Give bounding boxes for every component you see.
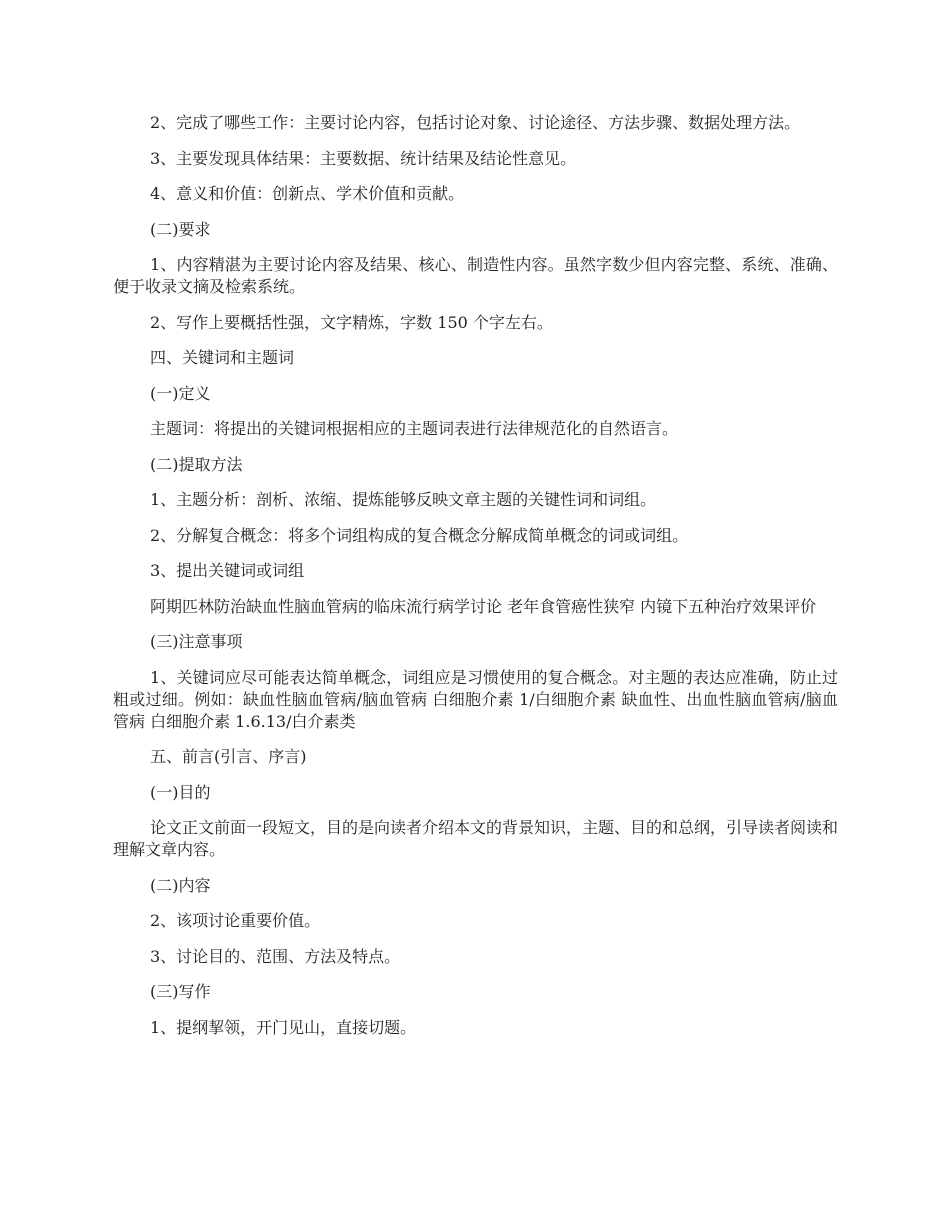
paragraph: 2、该项讨论重要价值。 xyxy=(150,911,321,930)
section-subheading: (二)内容 xyxy=(150,875,211,895)
section-heading: 五、前言(引言、序言) xyxy=(150,747,307,766)
paragraph: 1、主题分析：剖析、浓缩、提炼能够反映文章主题的关键性词和词组。 xyxy=(150,490,657,509)
section-subheading: (二)要求 xyxy=(150,219,211,239)
section-subheading: (一)目的 xyxy=(150,782,211,802)
paragraph: 3、讨论目的、范围、方法及特点。 xyxy=(150,946,401,966)
section-subheading: (三)注意事项 xyxy=(150,632,243,651)
paragraph: 2、完成了哪些工作：主要讨论内容，包括讨论对象、讨论途径、方法步骤、数据处理方法。 xyxy=(150,113,801,132)
paragraph: 1、关键词应尽可能表达简单概念，词组应是习惯使用的复合概念。对主题的表达应准确，防止过粗或过细。例如：缺血性脑血管病/脑血管病 白细胞介素 1/白细胞介素 缺血性、出血性脑血管病/脑血管病 白细胞介素 1.6.13/白介素类 xyxy=(113,667,838,731)
section-subheading: (三)写作 xyxy=(150,982,211,1001)
paragraph: 论文正文前面一段短文，目的是向读者介绍本文的背景知识，主题、目的和总纲，引导读者阅读和理解文章内容。 xyxy=(113,818,839,859)
paragraph: 2、分解复合概念：将多个词组构成的复合概念分解成简单概念的词或词组。 xyxy=(150,525,689,545)
document-page xyxy=(113,112,838,1052)
paragraph: 主题词：将提出的关键词根据相应的主题词表进行法律规范化的自然语言。 xyxy=(150,419,679,438)
paragraph: 1、提纲挈领，开门见山，直接切题。 xyxy=(150,1017,417,1037)
paragraph: 3、主要发现具体结果：主要数据、统计结果及结论性意见。 xyxy=(150,148,577,168)
section-subheading: (一)定义 xyxy=(150,383,211,403)
section-heading: 四、关键词和主题词 xyxy=(150,348,295,367)
paragraph: 4、意义和价值：创新点、学术价值和贡献。 xyxy=(150,184,465,203)
paragraph: 2、写作上要概括性强，文字精炼，字数 150 个字左右。 xyxy=(150,312,553,332)
paragraph: 3、提出关键词或词组 xyxy=(150,561,305,580)
paragraph: 1、内容精湛为主要讨论内容及结果、核心、制造性内容。虽然字数少但内容完整、系统、准确、便于收录文摘及检索系统。 xyxy=(113,255,838,296)
paragraph: 阿期匹林防治缺血性脑血管病的临床流行病学讨论 老年食管癌性狭窄 内镜下五种治疗效果评价 xyxy=(150,596,817,616)
section-subheading: (二)提取方法 xyxy=(150,454,243,474)
